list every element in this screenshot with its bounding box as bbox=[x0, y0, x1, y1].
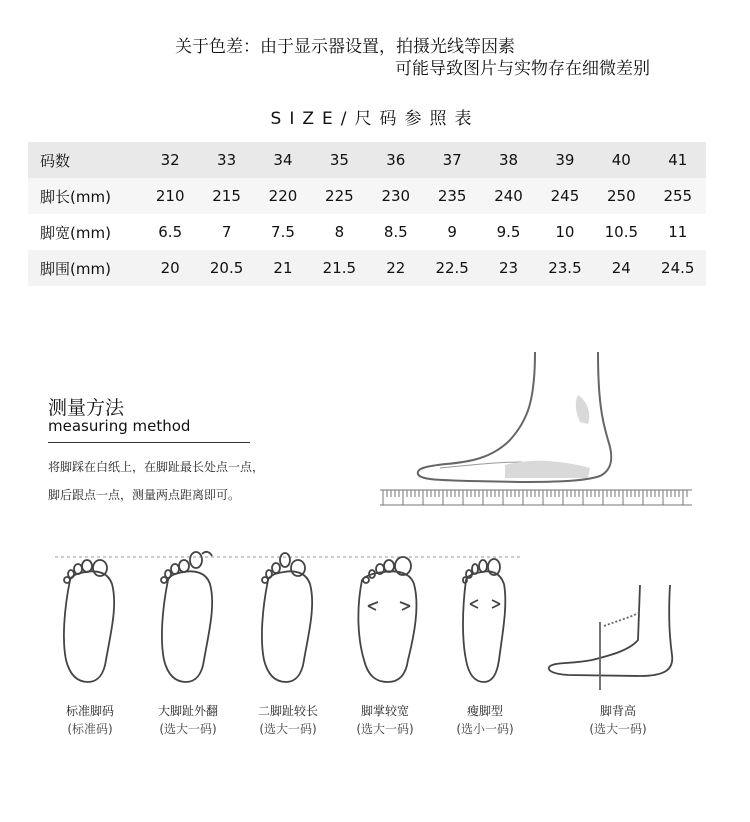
table-cell: 245 bbox=[537, 178, 593, 214]
table-header-cell: 35 bbox=[311, 142, 367, 178]
method-description-line1: 将脚踩在白纸上，在脚趾最长处点一点， bbox=[48, 460, 265, 474]
table-cell: 21.5 bbox=[311, 250, 367, 286]
table-cell: 11 bbox=[650, 214, 706, 250]
foot-label-slim: 瘦脚型 bbox=[466, 704, 503, 718]
table-cell: 10.5 bbox=[593, 214, 649, 250]
foot-label-bunion: 大脚趾外翻 bbox=[157, 704, 218, 718]
table-cell: 9 bbox=[424, 214, 480, 250]
foot-high-instep-icon bbox=[549, 585, 672, 690]
color-notice-line2: 可能导致图片与实物存在细微差别 bbox=[395, 59, 650, 79]
table-cell: 20 bbox=[142, 250, 198, 286]
table-cell: 7.5 bbox=[255, 214, 311, 250]
table-cell: 9.5 bbox=[480, 214, 536, 250]
foot-bunion-icon bbox=[161, 552, 212, 682]
ruler bbox=[380, 490, 692, 505]
table-cell: 225 bbox=[311, 178, 367, 214]
table-cell: 24 bbox=[593, 250, 649, 286]
table-cell: 220 bbox=[255, 178, 311, 214]
table-cell: 230 bbox=[368, 178, 424, 214]
foot-label-long-second-toe: 二脚趾较长 bbox=[257, 704, 318, 718]
table-header-cell: 32 bbox=[142, 142, 198, 178]
table-cell: 7 bbox=[198, 214, 254, 250]
foot-wide-icon bbox=[358, 557, 416, 682]
table-cell: 240 bbox=[480, 178, 536, 214]
foot-label-standard: 标准脚码 bbox=[65, 704, 114, 718]
table-cell: 6.5 bbox=[142, 214, 198, 250]
table-header-cell: 34 bbox=[255, 142, 311, 178]
table-header-cell: 38 bbox=[480, 142, 536, 178]
table-cell: 210 bbox=[142, 178, 198, 214]
method-description-line2: 脚后跟点一点，测量两点距离即可。 bbox=[48, 488, 241, 502]
table-cell: 255 bbox=[650, 178, 706, 214]
table-cell: 250 bbox=[593, 178, 649, 214]
foot-note-bunion: (选大一码) bbox=[159, 722, 217, 736]
color-notice-line1: 关于色差：由于显示器设置，拍摄光线等因素 bbox=[175, 37, 515, 57]
table-header-cell: 40 bbox=[593, 142, 649, 178]
table-header-cell: 36 bbox=[368, 142, 424, 178]
table-header-cell: 39 bbox=[537, 142, 593, 178]
heel-shadow bbox=[505, 461, 590, 478]
table-cell: 24.5 bbox=[650, 250, 706, 286]
table-cell: 21 bbox=[255, 250, 311, 286]
table-cell: 10 bbox=[537, 214, 593, 250]
table-header-cell: 41 bbox=[650, 142, 706, 178]
foot-note-wide: (选大一码) bbox=[356, 722, 414, 736]
table-cell: 215 bbox=[198, 178, 254, 214]
foot-note-high-instep: (选大一码) bbox=[589, 722, 647, 736]
table-cell: 8 bbox=[311, 214, 367, 250]
table-cell: 20.5 bbox=[198, 250, 254, 286]
foot-long-second-toe-icon bbox=[262, 553, 312, 682]
table-cell: 8.5 bbox=[368, 214, 424, 250]
foot-label-high-instep: 脚背高 bbox=[599, 704, 636, 718]
table-cell: 脚宽(mm) bbox=[28, 214, 142, 250]
foot-note-standard: (标准码) bbox=[67, 722, 113, 736]
method-subtitle: measuring method bbox=[48, 417, 191, 435]
table-cell: 235 bbox=[424, 178, 480, 214]
table-header-cell: 码数 bbox=[28, 142, 142, 178]
size-chart-title: SIZE/尺码参照表 bbox=[270, 109, 480, 129]
foot-note-slim: (选小一码) bbox=[456, 722, 514, 736]
table-cell: 23.5 bbox=[537, 250, 593, 286]
table-cell: 23 bbox=[480, 250, 536, 286]
table-cell: 脚长(mm) bbox=[28, 178, 142, 214]
foot-label-wide: 脚掌较宽 bbox=[360, 704, 409, 718]
table-header-cell: 33 bbox=[198, 142, 254, 178]
table-cell: 脚围(mm) bbox=[28, 250, 142, 286]
table-cell: 22.5 bbox=[424, 250, 480, 286]
method-title: 测量方法 bbox=[48, 397, 125, 419]
foot-standard-icon bbox=[64, 560, 114, 682]
table-header-cell: 37 bbox=[424, 142, 480, 178]
foot-note-long-second-toe: (选大一码) bbox=[259, 722, 317, 736]
foot-slim-icon bbox=[463, 559, 505, 682]
ankle-shadow bbox=[576, 395, 589, 424]
table-cell: 22 bbox=[368, 250, 424, 286]
